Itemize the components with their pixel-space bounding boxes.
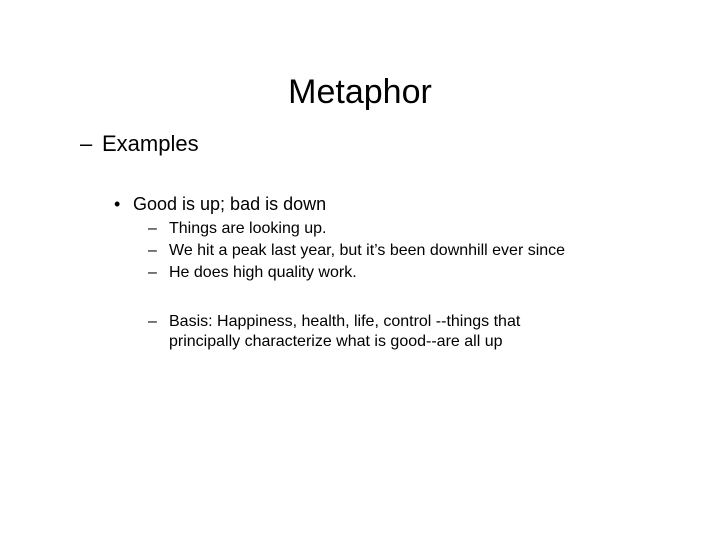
basis-line-1: Basis: Happiness, health, life, control --things that <box>169 313 521 330</box>
bullet-level1-text: Examples <box>102 131 199 156</box>
bullet-level2-text: Good is up; bad is down <box>133 194 327 214</box>
dash-marker: – <box>80 131 93 156</box>
dash-marker: – <box>148 220 157 237</box>
bullet-level2-good-is-up <box>114 192 326 216</box>
list-item-text: Things are looking up. <box>169 220 327 237</box>
list-item-text: He does high quality work. <box>169 264 357 281</box>
bullet-marker: • <box>114 194 121 214</box>
list-item-text: We hit a peak last year, but it’s been downhill ever since <box>169 242 566 259</box>
bullet-level1-examples <box>80 130 199 158</box>
example-list <box>148 218 565 284</box>
dash-marker: – <box>148 242 157 259</box>
dash-marker: – <box>148 264 157 281</box>
slide-title-text: Metaphor <box>288 73 432 111</box>
dash-marker: – <box>148 313 157 330</box>
list-item <box>148 240 565 262</box>
list-item <box>148 262 565 284</box>
slide-title <box>0 72 720 112</box>
basis-item <box>148 312 628 352</box>
basis-line-2: principally characterize what is good--are all up <box>169 333 503 350</box>
list-item <box>148 218 565 240</box>
